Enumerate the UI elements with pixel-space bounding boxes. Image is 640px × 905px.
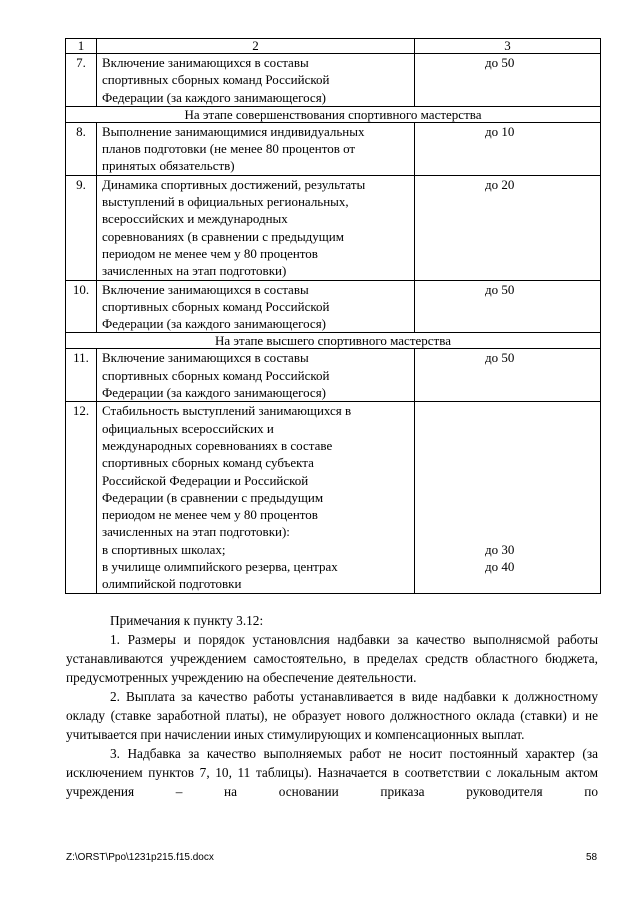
value-line: до 10 [485,123,515,139]
value-line [485,454,600,471]
value-line [485,506,600,523]
row-description [97,280,415,333]
description-line: Федерации (за каждого занимающегося) [102,316,327,332]
header-col-1: 1 [66,39,97,54]
description-line: спортивных сборных команд Российской [102,298,330,314]
section-heading: На этапе высшего спортивного мастерства [66,333,601,349]
row-number: 9. [66,175,97,280]
table-row [66,402,601,593]
row-description [97,175,415,280]
note-paragraph-3: 3. Надбавка за качество выполняемых работ не носит постоянный характер (за исключением пунктов 7, 10, 11 таблицы). Назначается в соответствии с локальным актом учреждения – на основании приказа руководителя по [66,746,598,799]
row-value [415,349,601,402]
table-row [66,280,601,333]
description-line: спортивных сборных команд субъекта [102,455,314,471]
row-number: 10. [66,280,97,333]
row-number: 11. [66,349,97,402]
row-description [97,349,415,402]
table-body [66,39,601,594]
description-line: Федерации (за каждого занимающегося) [102,89,327,105]
value-line [485,420,600,437]
row-value [415,280,601,333]
value-line [485,402,600,419]
description-line: Федерации (в сравнении с предыдущим [102,489,324,505]
payments-table [65,38,601,594]
table-row [66,54,601,107]
value-line [485,437,600,454]
row-description [97,54,415,107]
description-line: олимпийской подготовки [102,576,242,592]
description-line: Стабильность выступлений занимающихся в [102,403,352,419]
description-line: спортивных сборных команд Российской [102,72,330,88]
section-row [66,333,601,349]
description-line: международных соревнованиях в составе [102,437,333,453]
footer-file-path: Z:\ORST\Ppo\1231p215.f15.docx [66,852,214,863]
note-paragraph-1: 1. Размеры и порядок установлсния надбавки за качество выполнясмой работы устанавливаются учреждением самостоятельно, в пределах средств областного бюджета, предусмотренных учреждению на обеспечение деятельности. [66,632,598,685]
description-line: принятых обязательств) [102,158,235,174]
value-line: до 50 [485,350,515,366]
row-value [415,402,601,593]
table-row [66,349,601,402]
value-line [485,523,600,540]
row-number: 7. [66,54,97,107]
value-line [485,472,600,489]
section-row [66,106,601,122]
note-paragraph-2: 2. Выплата за качество работы устанавливается в виде надбавки к должностному окладу (ставке заработной платы), не образует нового должностного оклада (ставки) и не учитывается при начислении иных стимулирующих и компенсационных выплат. [66,689,598,742]
description-line: Включение занимающихся в составы [102,281,309,297]
value-line [485,575,600,592]
value-line [485,489,600,506]
value-line: до 30 [485,541,515,557]
description-line: зачисленных на этап подготовки): [102,524,290,540]
table-row [66,175,601,280]
notes-title: Примечания к пункту 3.12: [110,613,264,628]
description-line: всероссийских и международных [102,211,288,227]
description-line: спортивных сборных команд Российской [102,367,330,383]
description-line: выступлений в официальных региональных, [102,194,349,210]
description-line: Включение занимающихся в составы [102,55,309,70]
description-line: Федерации (за каждого занимающегося) [102,385,327,401]
row-number: 8. [66,122,97,175]
description-line: периодом не менее чем у 80 процентов [102,507,318,523]
description-line: зачисленных на этап подготовки) [102,263,287,279]
value-line: до 50 [485,281,515,297]
value-line: до 40 [485,559,515,575]
row-description [97,122,415,175]
table-row [66,122,601,175]
description-line: Включение занимающихся в составы [102,350,309,366]
description-line: периодом не менее чем у 80 процентов [102,245,318,261]
header-col-3: 3 [415,39,601,54]
description-line: официальных всероссийских и [102,420,274,436]
section-heading: На этапе совершенствования спортивного мастерства [66,106,601,122]
header-col-2: 2 [97,39,415,54]
value-line: до 50 [485,55,515,70]
row-value [415,122,601,175]
notes-section [66,611,598,801]
description-line: Динамика спортивных достижений, результаты [102,176,366,192]
footer-page-number: 58 [586,852,598,863]
table-header-row [66,39,601,54]
row-number: 12. [66,402,97,593]
row-description [97,402,415,593]
row-value [415,54,601,107]
description-line: планов подготовки (не менее 80 процентов от [102,141,356,157]
description-line: Выполнение занимающимися индивидуальных [102,123,365,139]
description-line: Российской Федерации и Российской [102,472,309,488]
value-line: до 20 [485,176,515,192]
description-line: в спортивных школах; [102,541,226,557]
description-line: соревнованиях (в сравнении с предыдущим [102,228,344,244]
description-line: в училище олимпийского резерва, центрах [102,559,338,575]
row-value [415,175,601,280]
